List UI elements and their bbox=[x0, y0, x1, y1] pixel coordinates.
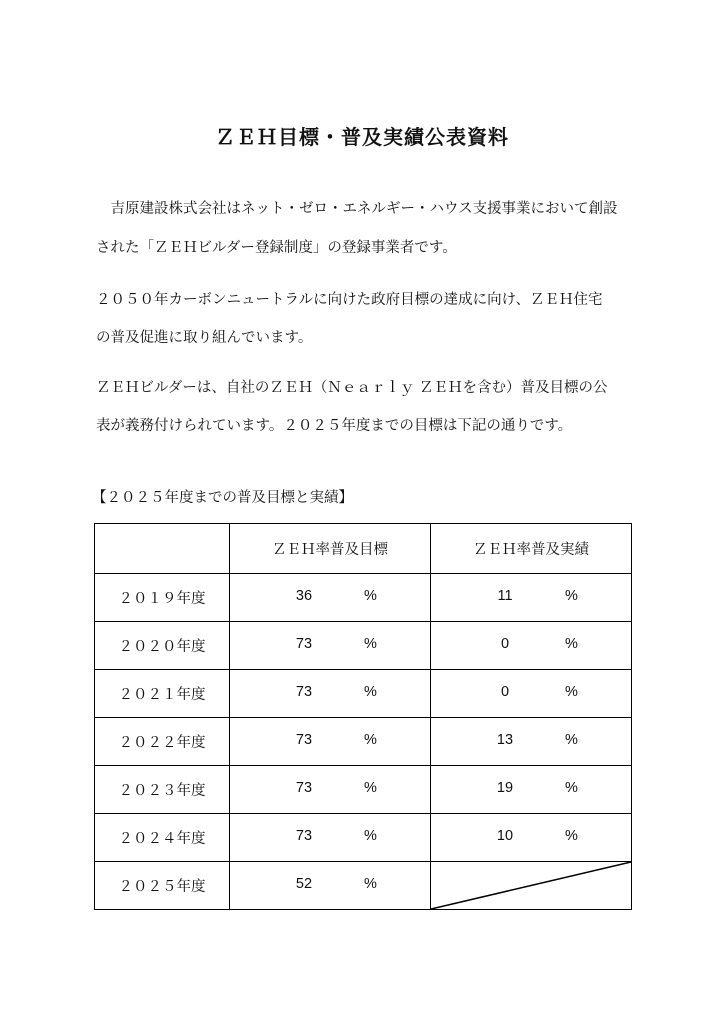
header-goal: ＺＥＨ率普及目標 bbox=[230, 524, 431, 574]
row-year: ２０２０年度 bbox=[95, 622, 230, 670]
row-year: ２０１９年度 bbox=[95, 574, 230, 622]
row-year: ２０２２年度 bbox=[95, 718, 230, 766]
goal-value: 73 bbox=[295, 780, 313, 796]
goal-value: 52 bbox=[295, 876, 313, 892]
percent-sign: % bbox=[565, 588, 578, 604]
actual-cell bbox=[431, 670, 632, 718]
actual-cell-not-applicable bbox=[431, 862, 632, 910]
table-row bbox=[95, 574, 632, 622]
percent-sign: % bbox=[565, 780, 578, 796]
diagonal-strike-line bbox=[431, 862, 631, 909]
goal-cell bbox=[230, 862, 431, 910]
table-row bbox=[95, 718, 632, 766]
actual-cell bbox=[431, 766, 632, 814]
paragraph-3-line-2: 表が義務付けられています。２０２５年度までの目標は下記の通りです。 bbox=[96, 418, 573, 434]
percent-sign: % bbox=[565, 684, 578, 700]
header-empty-cell bbox=[95, 524, 230, 574]
table-row bbox=[95, 622, 632, 670]
goal-cell bbox=[230, 670, 431, 718]
actual-cell bbox=[431, 622, 632, 670]
table-row bbox=[95, 814, 632, 862]
percent-sign: % bbox=[364, 876, 377, 892]
actual-cell bbox=[431, 574, 632, 622]
row-year: ２０２５年度 bbox=[95, 862, 230, 910]
paragraph-3-line-1: ＺＥＨビルダーは、自社のＺＥＨ（Ｎｅａｒｌｙ ＺＥＨを含む）普及目標の公 bbox=[96, 380, 608, 396]
goal-cell bbox=[230, 766, 431, 814]
percent-sign: % bbox=[364, 636, 377, 652]
goal-value: 73 bbox=[295, 732, 313, 748]
table-header-row bbox=[95, 524, 632, 574]
actual-cell bbox=[431, 814, 632, 862]
goal-value: 36 bbox=[295, 588, 313, 604]
percent-sign: % bbox=[364, 588, 377, 604]
table-caption: 【２０２５年度までの普及目標と実績】 bbox=[92, 490, 353, 506]
goal-value: 73 bbox=[295, 636, 313, 652]
row-year: ２０２１年度 bbox=[95, 670, 230, 718]
actual-value: 11 bbox=[497, 588, 513, 604]
actual-value: 0 bbox=[500, 636, 510, 652]
zeh-stats-table bbox=[94, 523, 632, 910]
percent-sign: % bbox=[565, 732, 578, 748]
row-year: ２０２４年度 bbox=[95, 814, 230, 862]
percent-sign: % bbox=[364, 780, 377, 796]
actual-cell bbox=[431, 718, 632, 766]
document-title: ＺＥＨ目標・普及実績公表資料 bbox=[215, 125, 509, 149]
goal-cell bbox=[230, 718, 431, 766]
table-row bbox=[95, 766, 632, 814]
actual-value: 0 bbox=[500, 684, 510, 700]
percent-sign: % bbox=[364, 828, 377, 844]
paragraph-2-line-2: の普及促進に取り組んでいます。 bbox=[96, 330, 313, 346]
percent-sign: % bbox=[364, 732, 377, 748]
header-actual: ＺＥＨ率普及実績 bbox=[431, 524, 632, 574]
percent-sign: % bbox=[565, 636, 578, 652]
goal-value: 73 bbox=[295, 684, 313, 700]
percent-sign: % bbox=[565, 828, 578, 844]
goal-cell bbox=[230, 814, 431, 862]
actual-value: 19 bbox=[496, 780, 514, 796]
goal-value: 73 bbox=[295, 828, 313, 844]
table-row bbox=[95, 862, 632, 910]
actual-value: 10 bbox=[496, 828, 514, 844]
percent-sign: % bbox=[364, 684, 377, 700]
goal-cell bbox=[230, 574, 431, 622]
paragraph-2-line-1: ２０５０年カーボンニュートラルに向けた政府目標の達成に向け、ＺＥＨ住宅 bbox=[96, 292, 603, 308]
table-row bbox=[95, 670, 632, 718]
row-year: ２０２３年度 bbox=[95, 766, 230, 814]
actual-value: 13 bbox=[496, 732, 514, 748]
paragraph-1-line-1: 吉原建設株式会社はネット・ゼロ・エネルギー・ハウス支援事業において創設 bbox=[96, 201, 618, 217]
paragraph-1-line-2: された「ＺＥＨビルダー登録制度」の登録事業者です。 bbox=[96, 240, 457, 256]
goal-cell bbox=[230, 622, 431, 670]
